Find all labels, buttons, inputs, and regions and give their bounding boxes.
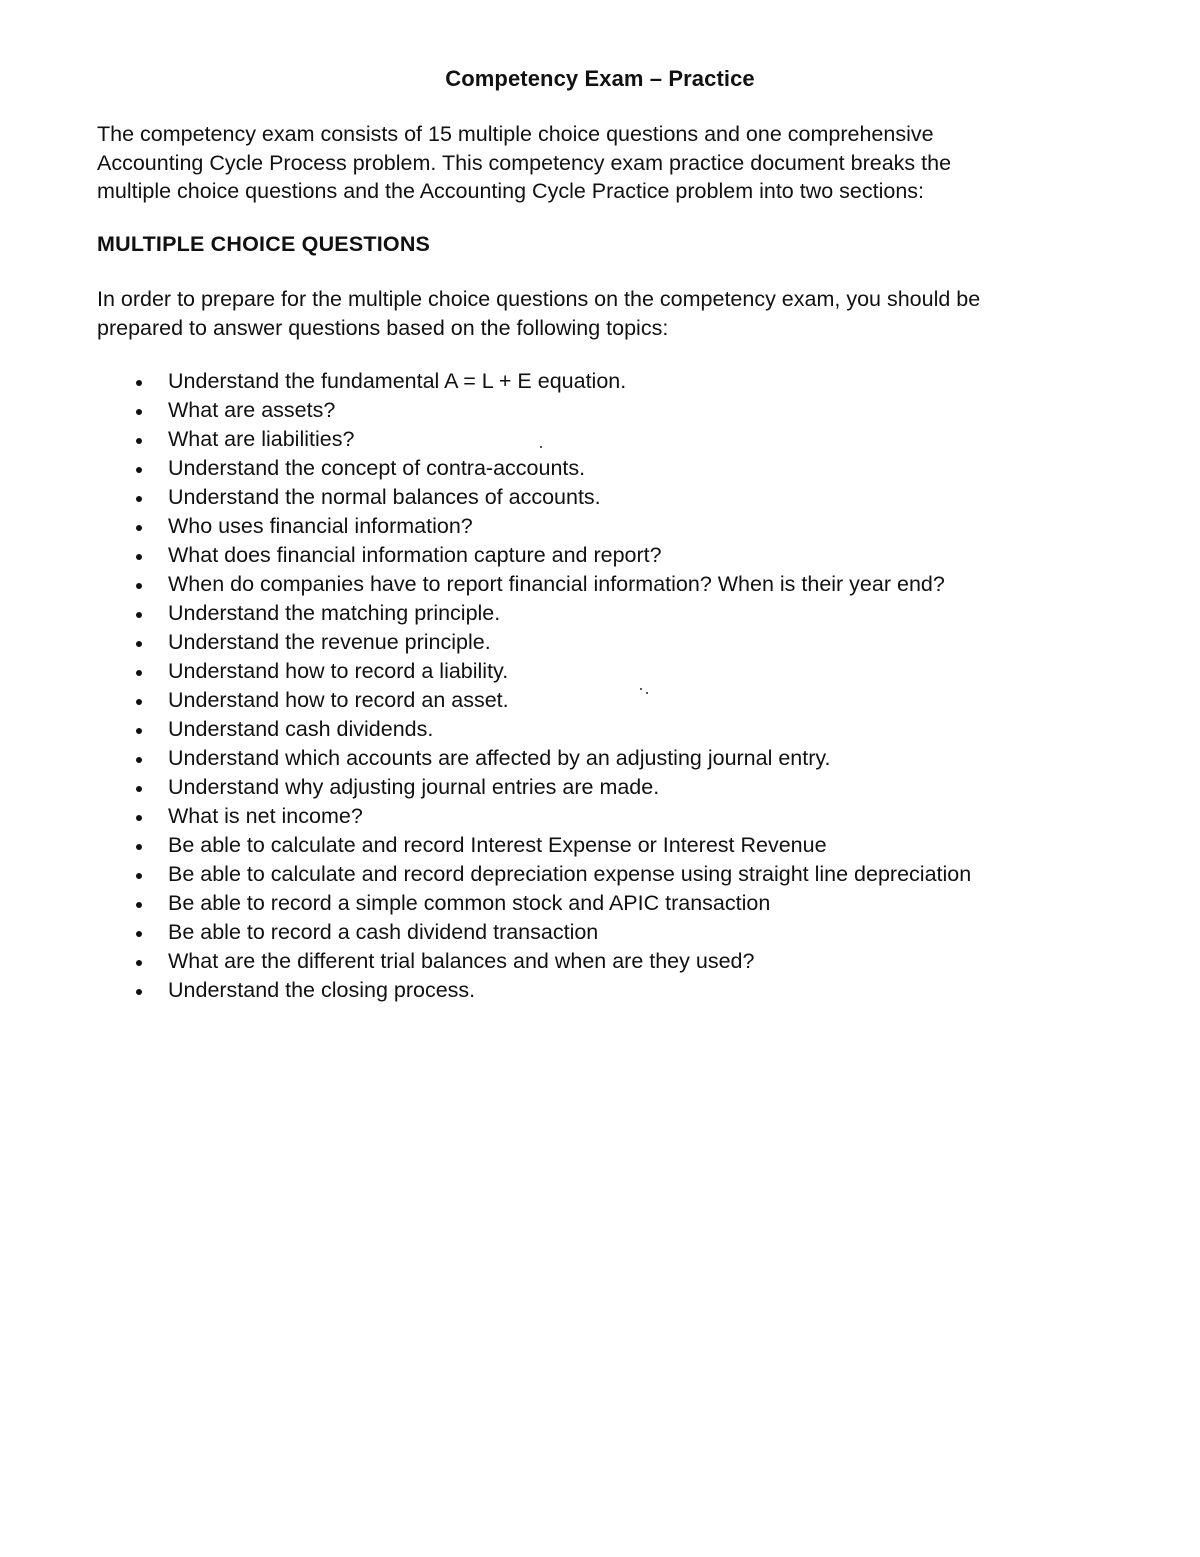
list-item-text: What is net income? — [168, 804, 363, 828]
bullet-icon — [136, 438, 142, 444]
bullet-icon — [136, 786, 142, 792]
list-item — [0, 570, 1200, 599]
list-item-text: Be able to record a cash dividend transaction — [168, 920, 599, 944]
list-item — [0, 657, 1200, 686]
list-item — [0, 425, 1200, 454]
bullet-icon — [136, 583, 142, 589]
bullet-icon — [136, 670, 142, 676]
bullet-icon — [136, 844, 142, 850]
list-item — [0, 512, 1200, 541]
list-item-text: Understand the matching principle. — [168, 601, 501, 625]
lead-paragraph — [97, 285, 1097, 342]
list-item — [0, 396, 1200, 425]
intro-line: multiple choice questions and the Accounting Cycle Practice problem into two sections: — [97, 179, 924, 203]
list-item-text: Understand the revenue principle. — [168, 630, 491, 654]
bullet-icon — [136, 699, 142, 705]
list-item-text: Understand how to record a liability. — [168, 659, 509, 683]
bullet-icon — [136, 554, 142, 560]
topic-list — [0, 367, 1200, 1005]
list-item — [0, 454, 1200, 483]
list-item-text: Be able to record a simple common stock and APIC transaction — [168, 891, 771, 915]
section-heading: MULTIPLE CHOICE QUESTIONS — [97, 232, 431, 256]
list-item — [0, 860, 1200, 889]
scan-speck — [640, 688, 642, 690]
scan-speck — [646, 692, 648, 694]
bullet-icon — [136, 757, 142, 763]
bullet-icon — [136, 380, 142, 386]
list-item-text: Understand cash dividends. — [168, 717, 434, 741]
intro-paragraph — [97, 120, 1077, 206]
list-item — [0, 976, 1200, 1005]
list-item — [0, 599, 1200, 628]
bullet-icon — [136, 960, 142, 966]
list-item — [0, 686, 1200, 715]
list-item-text: When do companies have to report financial information? When is their year end? — [168, 572, 945, 596]
list-item-text: What are assets? — [168, 398, 336, 422]
list-item-text: What are liabilities? — [168, 427, 355, 451]
list-item — [0, 831, 1200, 860]
bullet-icon — [136, 728, 142, 734]
bullet-icon — [136, 931, 142, 937]
lead-line: In order to prepare for the multiple choice questions on the competency exam, you should be — [97, 287, 981, 311]
bullet-icon — [136, 612, 142, 618]
list-item-text: Understand why adjusting journal entries are made. — [168, 775, 660, 799]
list-item-text: Understand how to record an asset. — [168, 688, 509, 712]
bullet-icon — [136, 989, 142, 995]
list-item — [0, 541, 1200, 570]
list-item-text: Who uses financial information? — [168, 514, 473, 538]
bullet-icon — [136, 467, 142, 473]
list-item-text: What does financial information capture and report? — [168, 543, 662, 567]
scan-speck — [540, 446, 542, 448]
list-item-text: Understand the normal balances of accounts. — [168, 485, 601, 509]
list-item — [0, 715, 1200, 744]
lead-line: prepared to answer questions based on the following topics: — [97, 315, 669, 340]
bullet-icon — [136, 496, 142, 502]
list-item — [0, 947, 1200, 976]
list-item-text: Understand the concept of contra-accounts. — [168, 456, 586, 480]
bullet-icon — [136, 525, 142, 531]
bullet-icon — [136, 815, 142, 821]
intro-line: The competency exam consists of 15 multiple choice questions and one comprehensive — [97, 122, 934, 146]
bullet-icon — [136, 641, 142, 647]
list-item-text: Be able to calculate and record depreciation expense using straight line depreciation — [168, 862, 972, 886]
list-item-text: Understand which accounts are affected by an adjusting journal entry. — [168, 746, 831, 770]
bullet-icon — [136, 409, 142, 415]
list-item-text: Understand the fundamental A = L + E equation. — [168, 369, 627, 393]
list-item-text: Be able to calculate and record Interest Expense or Interest Revenue — [168, 833, 827, 857]
list-item — [0, 889, 1200, 918]
list-item — [0, 773, 1200, 802]
list-item — [0, 628, 1200, 657]
list-item-text: What are the different trial balances and when are they used? — [168, 949, 755, 973]
bullet-icon — [136, 873, 142, 879]
bullet-icon — [136, 902, 142, 908]
list-item — [0, 802, 1200, 831]
list-item — [0, 744, 1200, 773]
list-item-text: Understand the closing process. — [168, 978, 476, 1002]
list-item — [0, 367, 1200, 396]
page-title: Competency Exam – Practice — [445, 66, 755, 91]
list-item — [0, 918, 1200, 947]
list-item — [0, 483, 1200, 512]
intro-line: Accounting Cycle Process problem. This competency exam practice document breaks the — [97, 150, 952, 175]
